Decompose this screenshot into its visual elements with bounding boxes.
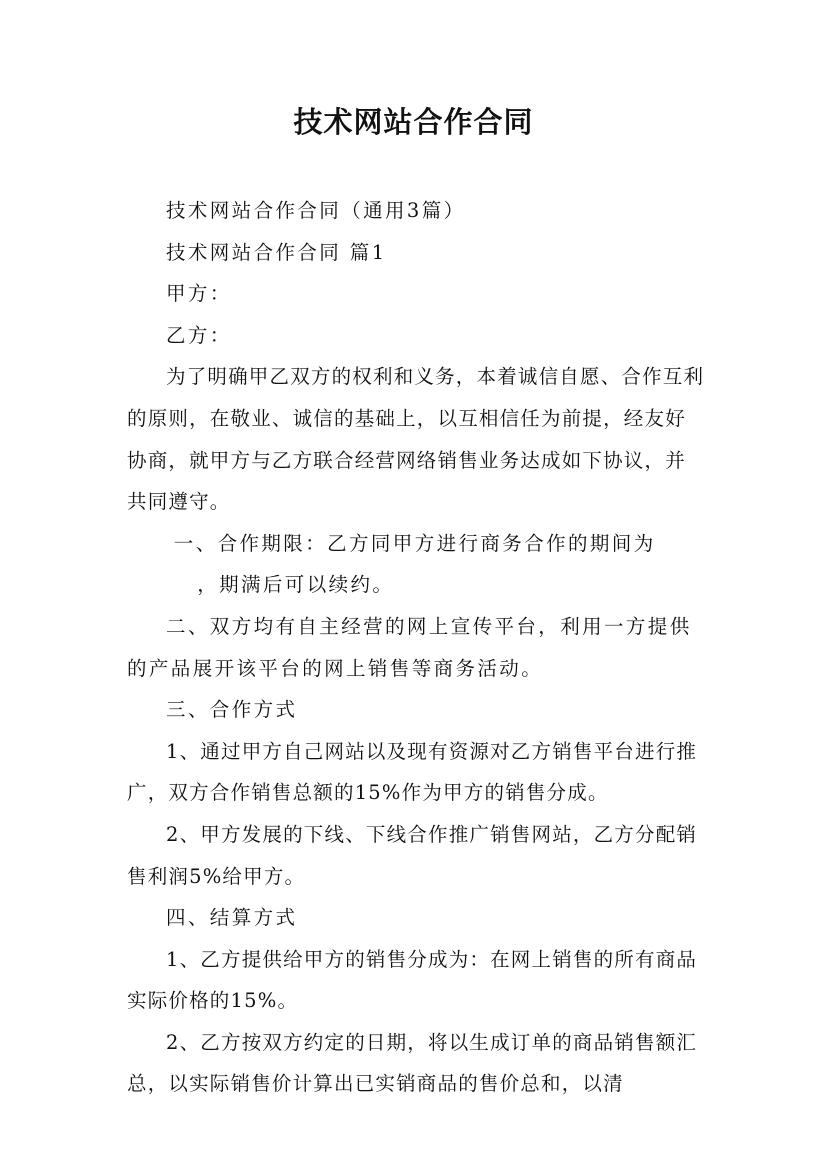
paragraph-settlement-1: 1、乙方提供给甲方的销售分成为：在网上销售的所有商品实际价格的15%。 [127, 947, 698, 1013]
paragraph-settlement-2: 2、乙方按双方约定的日期，将以生成订单的商品销售额汇总，以实际销售价计算出已实销商品的售价总和，以清 [127, 1030, 698, 1096]
paragraph-cooperation-1: 1、通过甲方自己网站以及现有资源对乙方销售平台进行推广，双方合作销售总额的15%作为甲方的销售分成。 [127, 739, 698, 805]
paragraph-party-a: 甲方： [166, 282, 232, 306]
paragraph-preamble: 为了明确甲乙双方的权利和义务，本着诚信自愿、合作互利的原则，在敬业、诚信的基础上，以互相信任为前提，经友好协商，就甲方与乙方联合经营网络销售业务达成如下协议，并共同遵守。 [127, 365, 705, 514]
paragraph-subtitle: 技术网站合作合同（通用3篇） [166, 199, 466, 222]
paragraph-settlement-heading: 四、结算方式 [166, 906, 298, 930]
paragraph-term: 一、合作期限：乙方同甲方进行商务合作的期间为 [173, 531, 656, 555]
paragraph-term-continuation: ，期满后可以续约。 [197, 573, 395, 597]
paragraph-cooperation-2: 2、甲方发展的下线、下线合作推广销售网站，乙方分配销售利润5%给甲方。 [127, 822, 698, 888]
paragraph-party-b: 乙方： [166, 323, 232, 347]
document-title: 技术网站合作合同 [293, 105, 534, 139]
paragraph-section-heading: 技术网站合作合同 篇1 [166, 240, 387, 264]
document-body [127, 190, 705, 1105]
paragraph-cooperation-heading: 三、合作方式 [166, 698, 298, 722]
paragraph-platform: 二、双方均有自主经营的网上宣传平台，利用一方提供的产品展开该平台的网上销售等商务活动。 [127, 614, 692, 680]
